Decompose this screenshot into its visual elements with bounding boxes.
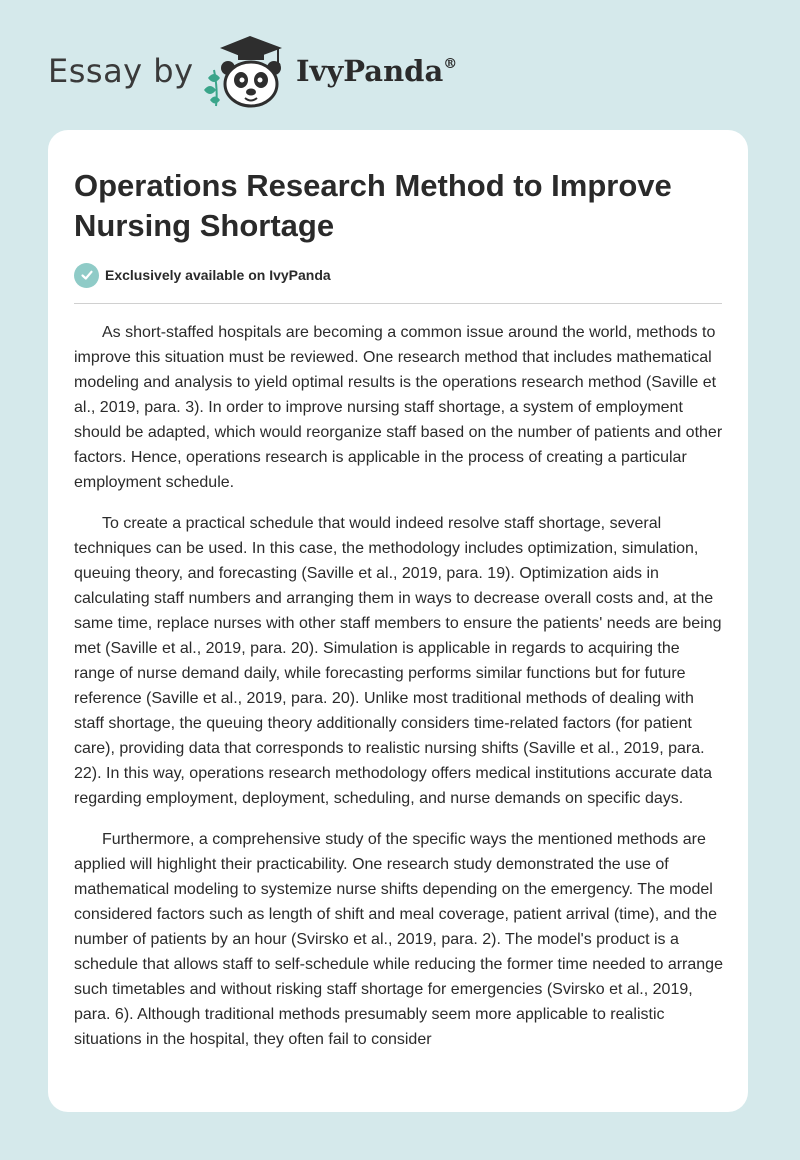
- paragraph: Furthermore, a comprehensive study of the specific ways the mentioned methods are applied will highlight their practicability. One research study demonstrated the use of mathematical modeling to systemize nurse shifts depending on the emergency. The model considered factors such as length of shift and meal coverage, patient arrival (time), and the number of patients by an hour (Svirsko et al., 2019, para. 2). The model's product is a schedule that allows staff to self-schedule while reducing the former time needed to arrange such timetables and without risking staff shortage for emergencies (Svirsko et al., 2019, para. 6). Although traditional methods presumably seem more applicable to realistic situations in the hospital, they often fail to consider: [74, 831, 723, 1048]
- panda-logo-icon[interactable]: [198, 30, 298, 110]
- badge-label: Exclusively available on IvyPanda: [105, 267, 331, 283]
- paragraph: To create a practical schedule that would indeed resolve staff shortage, several techniques can be used. In this case, the methodology includes optimization, simulation, queuing theory, and forecasting (Saville et al., 2019, para. 19). Optimization aids in calculating staff numbers and arranging them in ways to decrease overall costs and, at the same time, replace nurses with other staff members to ensure the patients' needs are being met (Saville et al., 2019, para. 20). Simulation is applicable in regards to acquiring the range of nurse demand daily, while forecasting performs similar functions but for future reference (Saville et al., 2019, para. 20). Unlike most traditional methods of dealing with staff shortage, the queuing theory additionally considers time-related factors (for patient care), providing data that corresponds to realistic nursing shifts (Saville et al., 2019, para. 22). In this way, operations research methodology offers medical institutions accurate data regarding employment, deployment, scheduling, and nurse demands on specific days.: [74, 515, 722, 807]
- essay-body: [74, 320, 724, 1068]
- page-title: Operations Research Method to Improve Nursing Shortage: [74, 168, 672, 243]
- exclusive-badge: [74, 262, 331, 288]
- check-icon: [74, 263, 99, 288]
- essay-by-label: Essay by: [48, 52, 194, 90]
- brand-name[interactable]: IvyPanda®: [296, 54, 458, 88]
- essay-card: [48, 130, 748, 1112]
- site-header: [0, 0, 800, 130]
- paragraph: As short-staffed hospitals are becoming a common issue around the world, methods to improve this situation must be reviewed. One research method that includes mathematical modeling and analysis to yield optimal results is the operations research method (Saville et al., 2019, para. 3). In order to improve nursing staff shortage, a system of employment should be adapted, which would reorganize staff based on the number of patients and other factors. Hence, operations research is applicable in the process of creating a particular employment schedule.: [74, 324, 723, 491]
- divider: [74, 303, 722, 304]
